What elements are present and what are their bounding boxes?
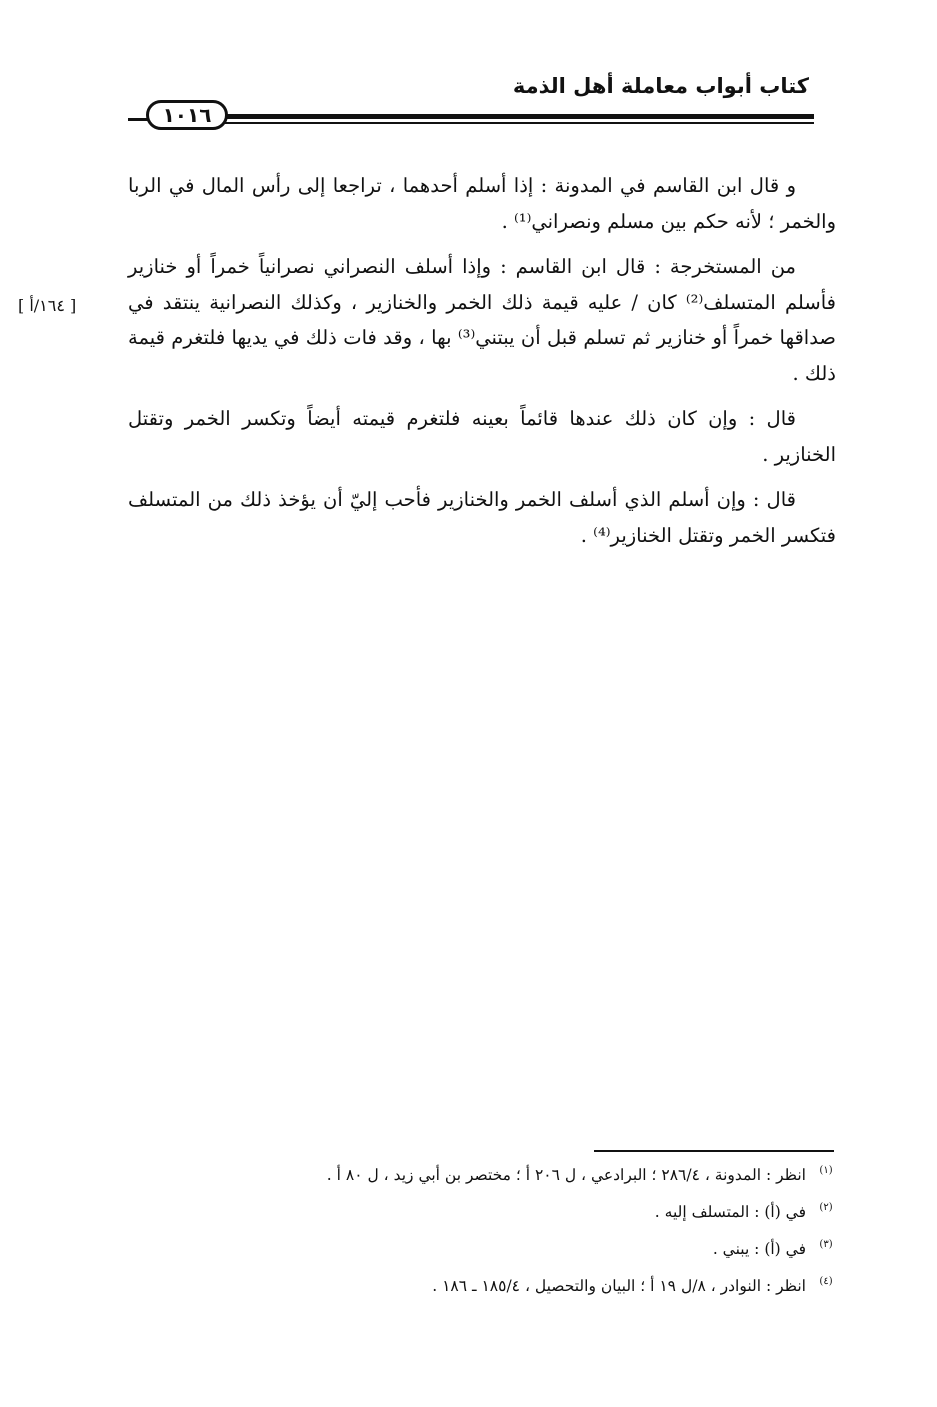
header-rule-thick-line <box>223 114 814 119</box>
footnote-2 <box>200 1195 836 1232</box>
footnote-text: في (أ) : يبني . <box>712 1240 806 1258</box>
footnote-separator <box>594 1150 834 1152</box>
header-rule-thin-line <box>223 122 814 124</box>
footnote-3 <box>200 1232 836 1269</box>
manuscript-folio-reference: [ ١٦٤/أ ] <box>18 296 77 315</box>
footnotes <box>200 1158 836 1306</box>
footnote-1 <box>200 1158 836 1195</box>
footnote-text: انظر : النوادر ، ٨/ل ١٩ أ ؛ البيان والتحصيل ، ١٨٥/٤ ـ ١٨٦ . <box>432 1277 806 1295</box>
footnote-text: في (أ) : المتسلف إليه . <box>654 1203 806 1221</box>
footnote-4 <box>200 1269 836 1306</box>
page-number: ١٠١٦ <box>146 100 228 130</box>
footnote-number: (٣) <box>819 1239 833 1250</box>
paragraph-2: من المستخرجة : قال ابن القاسم : وإذا أسلف النصراني نصرانياً خمراً أو خنازير فأسلم المتسلف⁽²⁾ كان / عليه قيمة ذلك الخمر والخنازير ، وكذلك النصرانية ينتقد في صداقها خمراً أو خنازير ثم تسلم قبل أن يبتني⁽³⁾ بها ، وقد فات ذلك في يديها فلتغرم قيمة ذلك . <box>128 255 836 385</box>
footnote-text: انظر : المدونة ، ٢٨٦/٤ ؛ البرادعي ، ل ٢٠٦ أ ؛ مختصر بن أبي زيد ، ل ٨٠ أ . <box>326 1166 806 1184</box>
running-title: كتاب أبواب معاملة أهل الذمة <box>512 74 809 98</box>
footnote-number: (٤) <box>819 1276 833 1287</box>
paragraph-4: قال : وإن أسلم الذي أسلف الخمر والخنازير فأحب إليّ أن يؤخذ ذلك من المتسلف فتكسر الخمر وتقتل الخنازير⁽⁴⁾ . <box>128 488 836 547</box>
paragraph-3: قال : وإن كان ذلك عندها قائماً بعينه فلتغرم قيمته أيضاً وتكسر الخمر وتقتل الخنازير . <box>128 407 836 466</box>
header-rule <box>128 104 814 130</box>
paragraph-1: و قال ابن القاسم في المدونة : إذا أسلم أحدهما ، تراجعا إلى رأس المال في الربا والخمر ؛ لأنه حكم بين مسلم ونصراني⁽¹⁾ . <box>128 174 836 233</box>
footnote-number: (٢) <box>819 1202 833 1213</box>
main-text <box>128 168 836 563</box>
footnote-number: (١) <box>819 1165 833 1176</box>
